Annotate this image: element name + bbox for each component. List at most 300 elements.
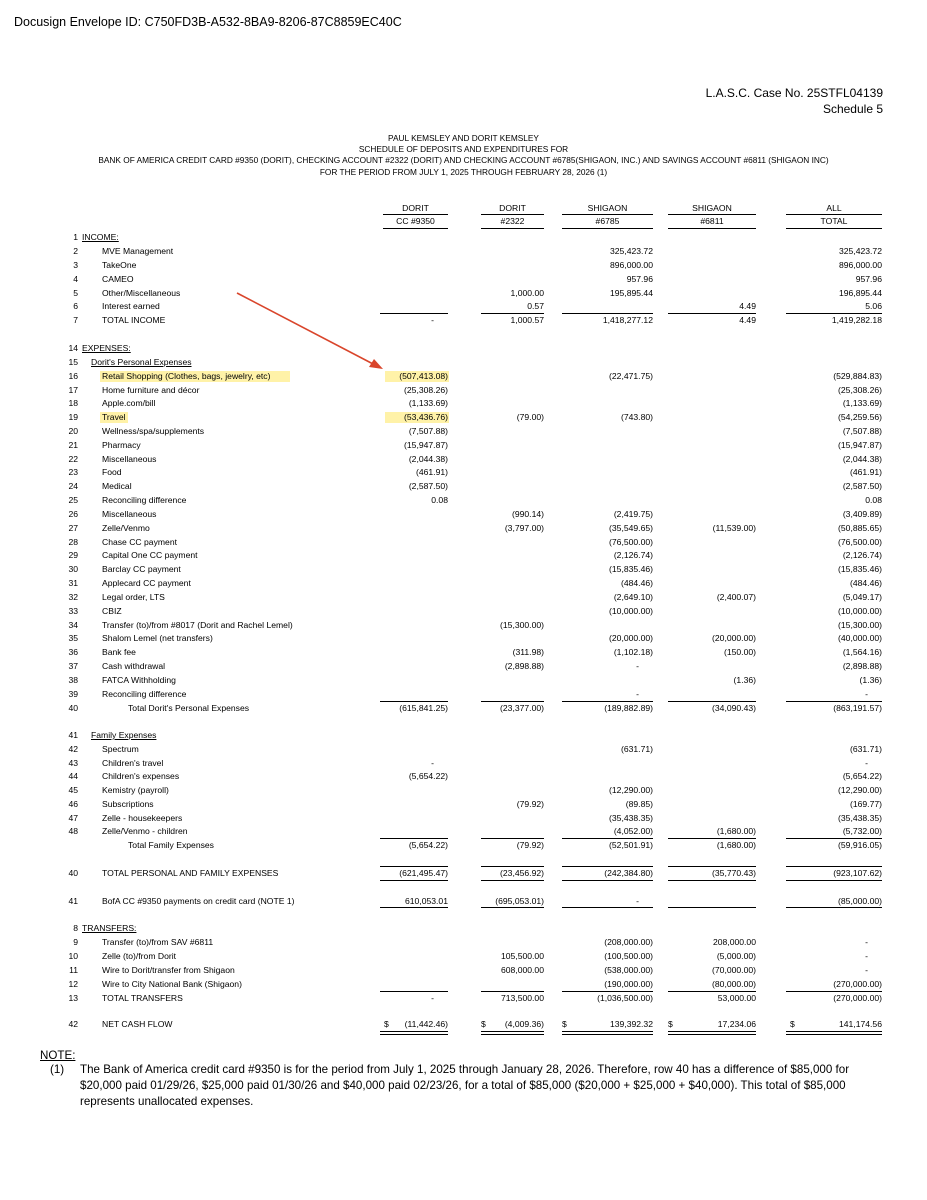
table-cell: (1,564.16) <box>842 647 882 657</box>
row-number: 14 <box>68 343 78 353</box>
total-rule <box>786 866 882 867</box>
total-rule <box>786 701 882 702</box>
row-number: 6 <box>73 301 78 311</box>
row-number: 31 <box>68 578 78 588</box>
table-cell: (695,053.01) <box>495 896 544 906</box>
row-number: 34 <box>68 620 78 630</box>
table-cell: (529,884.83) <box>833 371 882 381</box>
total-rule <box>380 880 448 881</box>
row-label: Zelle/Venmo <box>102 523 150 533</box>
row-label: Spectrum <box>102 744 139 754</box>
column-header-rule <box>668 228 756 229</box>
dollar-sign: $ <box>384 1019 389 1029</box>
table-cell: (85,000.00) <box>838 896 882 906</box>
table-cell: 957.96 <box>855 274 882 284</box>
table-cell: (70,000.00) <box>712 965 756 975</box>
table-cell: 208,000.00 <box>712 937 756 947</box>
row-number: 18 <box>68 398 78 408</box>
table-cell: (23,377.00) <box>500 703 544 713</box>
table-cell: 53,000.00 <box>717 993 756 1003</box>
table-cell: (1,680.00) <box>716 826 756 836</box>
section-heading: INCOME: <box>82 232 119 242</box>
row-number: 5 <box>73 288 78 298</box>
table-cell: (5,654.22) <box>842 771 882 781</box>
table-cell: (100,500.00) <box>604 951 653 961</box>
column-header-top: ALL <box>826 203 842 213</box>
dollar-sign: $ <box>562 1019 567 1029</box>
row-number: 22 <box>68 454 78 464</box>
table-cell: (461.91) <box>415 467 448 477</box>
row-number: 12 <box>68 979 78 989</box>
table-cell: (863,191.57) <box>833 703 882 713</box>
total-rule <box>481 701 544 702</box>
row-label: Total Family Expenses <box>128 840 214 850</box>
total-rule <box>668 701 756 702</box>
net-rule <box>380 1031 448 1032</box>
row-label: Reconciling difference <box>102 689 187 699</box>
row-label: Pharmacy <box>102 440 141 450</box>
row-label: Wire to Dorit/transfer from Shigaon <box>102 965 235 975</box>
table-cell: 5.06 <box>865 301 882 311</box>
net-rule <box>481 1031 544 1032</box>
row-label: Miscellaneous <box>102 454 157 464</box>
table-cell: (79.92) <box>516 799 544 809</box>
header-line: BANK OF AMERICA CREDIT CARD #9350 (DORIT), CHECKING ACCOUNT #2322 (DORIT) AND CHECKING ACCOUNT #6785(SHIGAON, INC.) AND SAVINGS ACCOUNT #6811 (SHIGAON INC) <box>98 155 829 166</box>
table-cell: (15,835.46) <box>609 564 653 574</box>
row-label: Barclay CC payment <box>102 564 181 574</box>
total-rule <box>380 313 448 314</box>
table-cell: (22,471.75) <box>609 371 653 381</box>
table-cell: (4,009.36) <box>504 1019 544 1029</box>
row-number: 24 <box>68 481 78 491</box>
column-header-rule <box>562 228 653 229</box>
total-rule <box>562 880 653 881</box>
header-line: PAUL KEMSLEY AND DORIT KEMSLEY <box>388 133 539 143</box>
row-number: 39 <box>68 689 78 699</box>
row-number: 7 <box>73 315 78 325</box>
total-rule <box>481 907 544 908</box>
table-cell: - <box>431 315 434 325</box>
table-cell: (1,133.69) <box>842 398 882 408</box>
column-header-rule <box>668 214 756 215</box>
row-number: 3 <box>73 260 78 270</box>
table-cell: (10,000.00) <box>838 606 882 616</box>
row-number: 20 <box>68 426 78 436</box>
table-cell: (2,898.88) <box>504 661 544 671</box>
table-cell: (15,835.46) <box>838 564 882 574</box>
row-number: 47 <box>68 813 78 823</box>
table-cell: 196,895.44 <box>838 288 882 298</box>
row-label: Wellness/spa/supplements <box>102 426 205 436</box>
table-cell: (20,000.00) <box>712 633 756 643</box>
table-cell: (1,036,500.00) <box>597 993 653 1003</box>
table-cell: (76,500.00) <box>838 537 882 547</box>
row-number: 23 <box>68 467 78 477</box>
row-label: Apple.com/bill <box>102 398 156 408</box>
row-label: Wire to City National Bank (Shigaon) <box>102 979 242 989</box>
row-label: Reconciling difference <box>102 495 187 505</box>
row-number: 33 <box>68 606 78 616</box>
row-number: 37 <box>68 661 78 671</box>
row-label: Children's travel <box>102 758 164 768</box>
total-rule <box>481 313 544 314</box>
row-number: 21 <box>68 440 78 450</box>
table-cell: 141,174.56 <box>838 1019 882 1029</box>
table-cell: (270,000.00) <box>833 979 882 989</box>
column-header-rule <box>481 214 544 215</box>
row-label: TakeOne <box>102 260 137 270</box>
row-label: TOTAL TRANSFERS <box>102 993 183 1003</box>
table-cell: 1,000.57 <box>510 315 544 325</box>
row-label: Total Dorit's Personal Expenses <box>128 703 250 713</box>
total-rule <box>562 907 653 908</box>
table-cell: (3,797.00) <box>504 523 544 533</box>
row-label: Zelle/Venmo - children <box>102 826 188 836</box>
table-cell: (2,898.88) <box>842 661 882 671</box>
row-number: 36 <box>68 647 78 657</box>
row-label: Capital One CC payment <box>102 550 198 560</box>
table-cell: (621,495.47) <box>399 868 448 878</box>
table-cell: (59,916.05) <box>838 840 882 850</box>
table-cell: 195,895.44 <box>609 288 653 298</box>
table-cell: 105,500.00 <box>500 951 544 961</box>
subsection-heading: Family Expenses <box>91 730 157 740</box>
table-cell: 608,000.00 <box>500 965 544 975</box>
net-rule <box>668 1034 756 1035</box>
row-number: 41 <box>68 730 78 740</box>
row-label: Zelle - housekeepers <box>102 813 183 823</box>
table-cell: (53,436.76) <box>404 412 448 422</box>
row-label: Travel <box>102 412 126 422</box>
table-cell: 325,423.72 <box>838 246 882 256</box>
row-number: 2 <box>73 246 78 256</box>
table-cell: (5,654.22) <box>408 840 448 850</box>
table-cell: (40,000.00) <box>838 633 882 643</box>
table-cell: (11,442.46) <box>404 1019 448 1029</box>
total-rule <box>380 991 448 992</box>
column-header-top: DORIT <box>402 203 429 213</box>
total-rule <box>481 991 544 992</box>
row-label: Transfer (to)/from SAV #6811 <box>102 937 214 947</box>
column-header-rule <box>383 214 448 215</box>
row-number: 25 <box>68 495 78 505</box>
row-label: TOTAL PERSONAL AND FAMILY EXPENSES <box>102 868 279 878</box>
net-rule <box>481 1034 544 1035</box>
note-text: The Bank of America credit card #9350 is for the period from July 1, 2025 through January 28, 2026. Therefore, row 40 has a difference of $85,000 for $20,000 paid 01/29/26, $25,000 paid 01/30/26 and $40,000 paid 02/23/26, for a total of $85,000 ($20,000 + $25,000 + $40,000). This total of $85,000 represents unallocated expenses. <box>80 1063 850 1108</box>
column-header-bottom: #6785 <box>595 216 620 226</box>
row-number: 4 <box>73 274 78 284</box>
table-cell: 17,234.06 <box>717 1019 756 1029</box>
total-rule <box>668 907 756 908</box>
row-label: Miscellaneous <box>102 509 157 519</box>
row-label: Medical <box>102 481 132 491</box>
docusign-envelope-id: Docusign Envelope ID: C750FD3B-A532-8BA9-8206-87C8859EC40C <box>14 15 402 29</box>
subsection-heading: Dorit's Personal Expenses <box>91 357 192 367</box>
row-number: 41 <box>68 896 78 906</box>
table-cell: (50,885.65) <box>838 523 882 533</box>
table-cell: (79.00) <box>516 412 544 422</box>
table-cell: (2,044.38) <box>408 454 448 464</box>
row-label: Children's expenses <box>102 771 180 781</box>
table-cell: (5,000.00) <box>716 951 756 961</box>
total-rule <box>562 991 653 992</box>
total-rule <box>481 838 544 839</box>
row-label: CAMEO <box>102 274 134 284</box>
table-cell: (3,409.89) <box>842 509 882 519</box>
note-label: (1) <box>50 1063 65 1076</box>
table-cell: (2,587.50) <box>842 481 882 491</box>
row-label: Cash withdrawal <box>102 661 166 671</box>
table-cell: (34,090.43) <box>712 703 756 713</box>
row-number: 38 <box>68 675 78 685</box>
table-cell: - <box>865 689 868 699</box>
row-label: FATCA Withholding <box>102 675 176 685</box>
column-header-top: SHIGAON <box>587 203 628 213</box>
row-number: 40 <box>68 703 78 713</box>
column-header-bottom: #6811 <box>700 216 724 226</box>
column-header-rule <box>786 228 882 229</box>
row-number: 43 <box>68 758 78 768</box>
table-cell: 1,419,282.18 <box>831 315 882 325</box>
table-cell: (35,438.35) <box>838 813 882 823</box>
table-cell: (150.00) <box>723 647 756 657</box>
table-cell: (4,052.00) <box>613 826 653 836</box>
row-label: Interest earned <box>102 301 160 311</box>
row-number: 27 <box>68 523 78 533</box>
table-cell: (15,947.87) <box>838 440 882 450</box>
row-label: Shalom Lemel (net transfers) <box>102 633 213 643</box>
column-header-bottom: TOTAL <box>820 216 848 226</box>
row-number: 15 <box>68 357 78 367</box>
total-rule <box>786 838 882 839</box>
row-label: Legal order, LTS <box>102 592 165 602</box>
table-cell: (1.36) <box>733 675 756 685</box>
row-label: Kemistry (payroll) <box>102 785 169 795</box>
table-cell: 1,418,277.12 <box>602 315 653 325</box>
table-cell: (242,384.80) <box>604 868 653 878</box>
column-header-rule <box>481 228 544 229</box>
total-rule <box>562 701 653 702</box>
table-cell: (2,126.74) <box>613 550 653 560</box>
net-rule <box>668 1031 756 1032</box>
table-cell: - <box>636 689 639 699</box>
net-rule <box>562 1034 653 1035</box>
table-cell: (25,308.26) <box>404 385 448 395</box>
column-header-rule <box>562 214 653 215</box>
row-number: 16 <box>68 371 78 381</box>
table-cell: (7,507.88) <box>842 426 882 436</box>
table-cell: (5,732.00) <box>842 826 882 836</box>
schedule-label: Schedule 5 <box>822 102 883 116</box>
table-cell: 139,392.32 <box>609 1019 653 1029</box>
table-cell: (2,419.75) <box>613 509 653 519</box>
row-label: Zelle (to)/from Dorit <box>102 951 177 961</box>
table-cell: (54,259.56) <box>838 412 882 422</box>
row-number: 42 <box>68 1019 78 1029</box>
row-label: NET CASH FLOW <box>102 1019 173 1029</box>
table-cell: 0.57 <box>527 301 544 311</box>
table-cell: 4.49 <box>739 301 756 311</box>
table-cell: (1,133.69) <box>408 398 448 408</box>
total-rule <box>380 838 448 839</box>
table-cell: (631.71) <box>849 744 882 754</box>
table-cell: (15,300.00) <box>838 620 882 630</box>
row-number: 8 <box>73 923 78 933</box>
column-header-rule <box>786 214 882 215</box>
table-cell: (12,290.00) <box>609 785 653 795</box>
table-cell: - <box>865 937 868 947</box>
table-cell: (52,501.91) <box>609 840 653 850</box>
total-rule <box>562 866 653 867</box>
header-line: FOR THE PERIOD FROM JULY 1, 2025 THROUGH FEBRUARY 28, 2026 (1) <box>319 166 608 177</box>
net-rule <box>562 1031 653 1032</box>
net-rule <box>786 1031 882 1032</box>
table-cell: (190,000.00) <box>604 979 653 989</box>
table-cell: (20,000.00) <box>609 633 653 643</box>
total-rule <box>481 880 544 881</box>
table-cell: - <box>636 661 639 671</box>
table-cell: (7,507.88) <box>408 426 448 436</box>
total-rule <box>786 907 882 908</box>
total-rule <box>380 701 448 702</box>
row-number: 10 <box>68 951 78 961</box>
table-cell: - <box>431 993 434 1003</box>
total-rule <box>380 866 448 867</box>
row-label: TOTAL INCOME <box>102 315 166 325</box>
row-label: Transfer (to)/from #8017 (Dorit and Rachel Lemel) <box>102 620 293 630</box>
table-cell: (15,947.87) <box>404 440 448 450</box>
total-rule <box>786 880 882 881</box>
row-number: 26 <box>68 509 78 519</box>
row-number: 17 <box>68 385 78 395</box>
table-cell: (990.14) <box>511 509 544 519</box>
total-rule <box>668 880 756 881</box>
total-rule <box>668 313 756 314</box>
table-cell: 4.49 <box>739 315 756 325</box>
table-cell: (1,680.00) <box>716 840 756 850</box>
table-cell: (35,438.35) <box>609 813 653 823</box>
table-cell: 0.08 <box>431 495 448 505</box>
table-cell: (2,044.38) <box>842 454 882 464</box>
table-cell: - <box>636 896 639 906</box>
note-body <box>50 1062 890 1110</box>
row-number: 19 <box>68 412 78 422</box>
net-rule <box>380 1034 448 1035</box>
total-rule <box>562 838 653 839</box>
table-cell: 610,053.01 <box>404 896 448 906</box>
row-number: 30 <box>68 564 78 574</box>
dollar-sign: $ <box>668 1019 673 1029</box>
table-cell: (11,539.00) <box>712 523 756 533</box>
table-cell: (76,500.00) <box>609 537 653 547</box>
table-cell: - <box>865 951 868 961</box>
total-rule <box>786 313 882 314</box>
table-cell: (923,107.62) <box>833 868 882 878</box>
row-label: Other/Miscellaneous <box>102 288 181 298</box>
table-cell: (2,587.50) <box>408 481 448 491</box>
total-rule <box>380 907 448 908</box>
table-cell: (89.85) <box>625 799 653 809</box>
table-cell: (484.46) <box>620 578 653 588</box>
table-cell: (270,000.00) <box>833 993 882 1003</box>
total-rule <box>786 991 882 992</box>
row-number: 11 <box>69 965 78 975</box>
table-cell: 1,000.00 <box>510 288 544 298</box>
table-cell: (23,456.92) <box>500 868 544 878</box>
section-heading: TRANSFERS: <box>82 923 137 933</box>
table-cell: (5,049.17) <box>842 592 882 602</box>
table-cell: (189,882.89) <box>604 703 653 713</box>
row-number: 44 <box>68 771 78 781</box>
row-label: Chase CC payment <box>102 537 177 547</box>
row-label: MVE Management <box>102 246 174 256</box>
row-number: 1 <box>73 232 78 242</box>
table-cell: 896,000.00 <box>609 260 653 270</box>
section-heading: EXPENSES: <box>82 343 131 353</box>
total-rule <box>668 838 756 839</box>
total-rule <box>668 991 756 992</box>
row-number: 13 <box>68 993 78 1003</box>
table-cell: 0.08 <box>865 495 882 505</box>
table-cell: (743.80) <box>620 412 653 422</box>
table-cell: (1.36) <box>859 675 882 685</box>
table-cell: 713,500.00 <box>500 993 544 1003</box>
table-cell: (615,841.25) <box>399 703 448 713</box>
table-cell: (208,000.00) <box>604 937 653 947</box>
row-label: Retail Shopping (Clothes, bags, jewelry, etc) <box>102 371 271 381</box>
row-number: 45 <box>68 785 78 795</box>
column-header-top: SHIGAON <box>692 203 732 213</box>
row-number: 32 <box>68 592 78 602</box>
table-cell: (169.77) <box>849 799 882 809</box>
table-cell: (79.92) <box>516 840 544 850</box>
row-label: Food <box>102 467 122 477</box>
row-label: BofA CC #9350 payments on credit card (NOTE 1) <box>102 896 295 906</box>
row-number: 48 <box>68 826 78 836</box>
total-rule <box>562 313 653 314</box>
row-number: 46 <box>68 799 78 809</box>
table-cell: (311.98) <box>512 647 544 657</box>
table-cell: (15,300.00) <box>500 620 544 630</box>
table-cell: (2,649.10) <box>613 592 653 602</box>
table-cell: - <box>431 758 434 768</box>
table-cell: - <box>865 758 868 768</box>
table-cell: 325,423.72 <box>609 246 653 256</box>
table-cell: (25,308.26) <box>838 385 882 395</box>
row-label: Subscriptions <box>102 799 154 809</box>
column-header-top: DORIT <box>499 203 526 213</box>
row-number: 42 <box>68 744 78 754</box>
net-rule <box>786 1034 882 1035</box>
row-number: 9 <box>73 937 78 947</box>
column-header-bottom: CC #9350 <box>396 216 435 226</box>
row-label: Bank fee <box>102 647 136 657</box>
table-cell: (2,400.07) <box>716 592 756 602</box>
table-cell: (461.91) <box>849 467 882 477</box>
row-number: 28 <box>68 537 78 547</box>
row-number: 35 <box>68 633 78 643</box>
table-cell: (35,770.43) <box>712 868 756 878</box>
note-title: NOTE: <box>40 1049 76 1062</box>
table-cell: (80,000.00) <box>712 979 756 989</box>
column-header-rule <box>383 228 448 229</box>
row-label: Applecard CC payment <box>102 578 191 588</box>
table-cell: (631.71) <box>620 744 653 754</box>
table-cell: (538,000.00) <box>604 965 653 975</box>
case-number: L.A.S.C. Case No. 25STFL04139 <box>705 86 883 100</box>
table-cell: 896,000.00 <box>838 260 882 270</box>
table-cell: - <box>865 965 868 975</box>
